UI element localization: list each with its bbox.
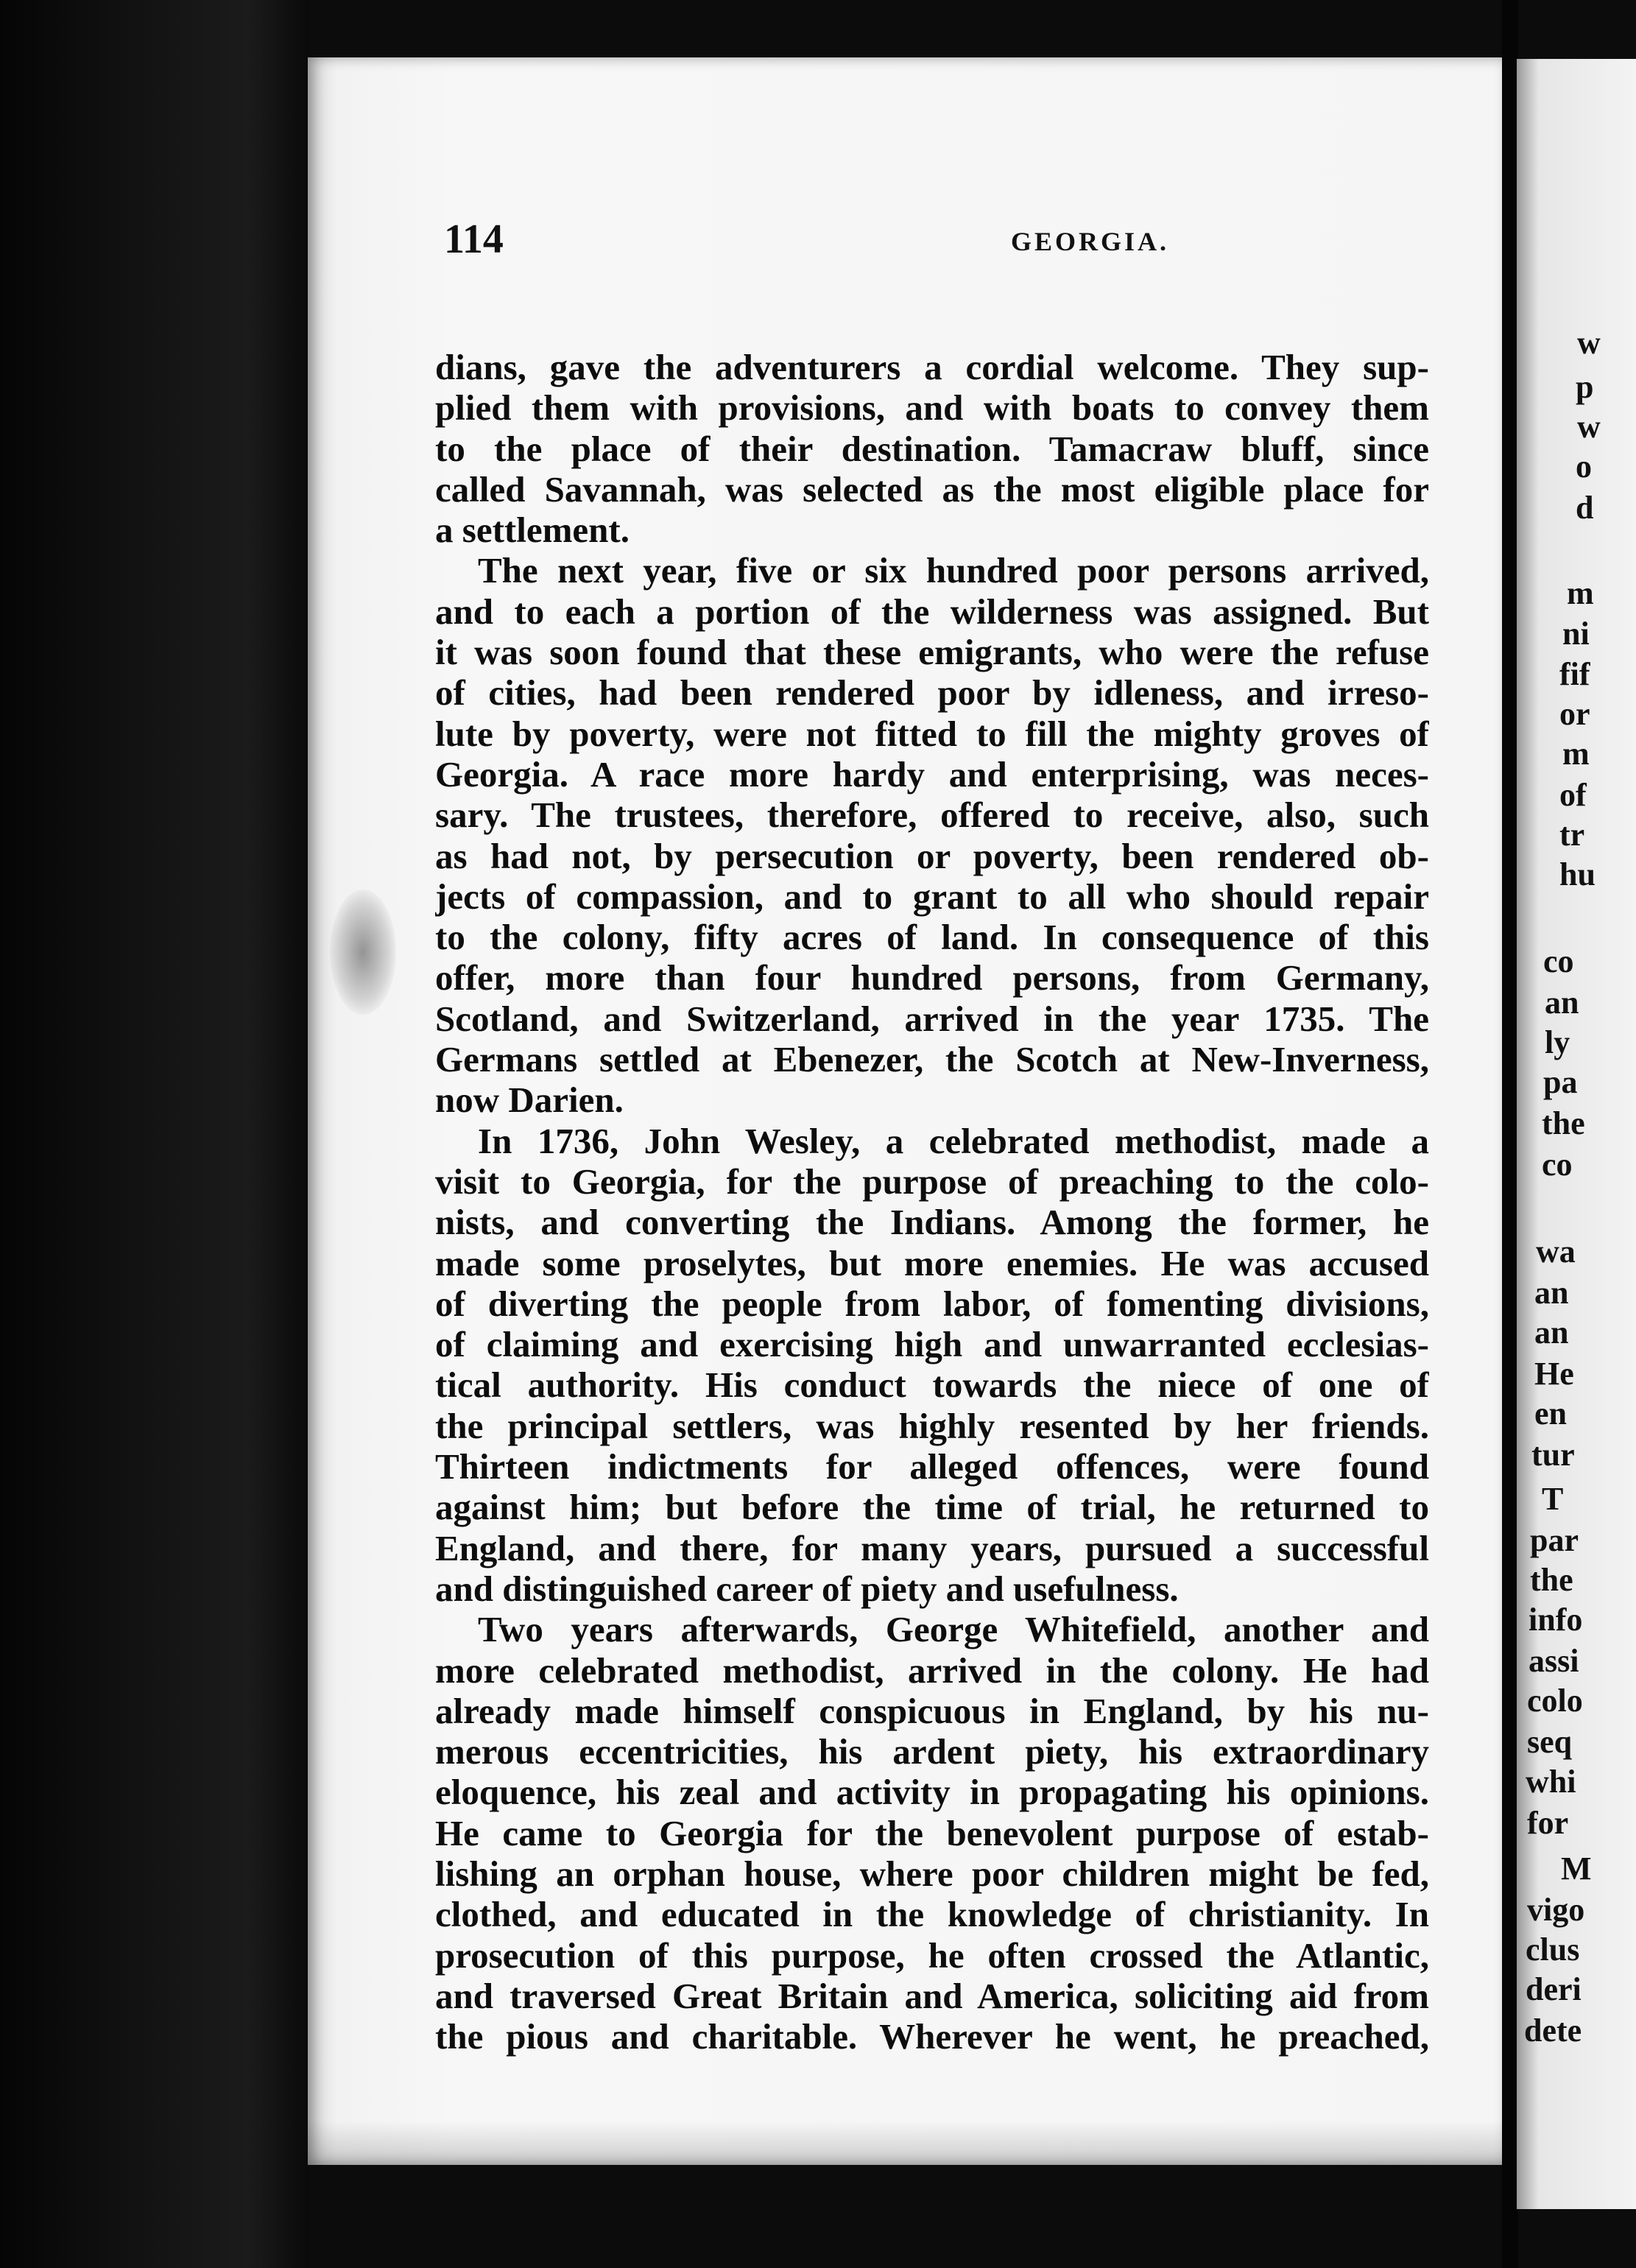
- facing-page: [1517, 59, 1636, 2209]
- text-line: and to each a portion of the wilderness was assigned. But: [435, 591, 1429, 632]
- facing-page-fragment: an: [1545, 985, 1579, 1021]
- page-edge-shadow: [308, 2121, 1502, 2165]
- text-line: as had not, by persecution or poverty, been rendered ob-: [435, 835, 1429, 876]
- facing-page-fragment: pa: [1543, 1064, 1578, 1100]
- facing-page-fragment: vigo: [1527, 1892, 1585, 1928]
- facing-page-fragment: M: [1561, 1850, 1592, 1887]
- facing-page-fragment: p: [1576, 369, 1594, 405]
- text-line: Scotland, and Switzerland, arrived in the year 1735. The: [435, 998, 1429, 1039]
- facing-page-fragment: co: [1543, 943, 1574, 979]
- text-line: Two years afterwards, George Whitefield, another and: [478, 1609, 1429, 1650]
- text-line: against him; but before the time of trial, he returned to: [435, 1487, 1429, 1528]
- text-line: offer, more than four hundred persons, from Germany,: [435, 957, 1429, 999]
- text-line: The next year, five or six hundred poor persons arrived,: [478, 550, 1429, 591]
- facing-page-fragment: en: [1534, 1395, 1567, 1431]
- text-line: In 1736, John Wesley, a celebrated methodist, made a: [478, 1120, 1429, 1161]
- facing-page-fragment: w: [1577, 409, 1601, 445]
- page-number: 114: [444, 216, 504, 262]
- facing-page-fragment: of: [1559, 777, 1587, 813]
- binding-shadow: [0, 0, 309, 2268]
- text-line: plied them with provisions, and with boats to convey them: [435, 387, 1429, 429]
- text-line: nists, and converting the Indians. Among the former, he: [435, 1202, 1429, 1243]
- page-stain: [330, 890, 396, 1015]
- facing-page-fragment: He: [1534, 1356, 1574, 1392]
- facing-page-fragment: seq: [1527, 1724, 1573, 1760]
- text-line: to the place of their destination. Tamacraw bluff, since: [435, 428, 1429, 469]
- text-line: dians, gave the adventurers a cordial welcome. They sup-: [435, 347, 1429, 387]
- facing-page-fragment: co: [1542, 1147, 1573, 1183]
- text-line: visit to Georgia, for the purpose of preaching to the colo-: [435, 1161, 1429, 1202]
- text-line: clothed, and educated in the knowledge of christianity. In: [435, 1894, 1429, 1935]
- text-line: jects of compassion, and to grant to all who should repair: [435, 876, 1429, 917]
- text-line: made some proselytes, but more enemies. He was accused: [435, 1242, 1429, 1283]
- facing-page-fragment: fif: [1559, 656, 1590, 692]
- facing-page-fragment: tr: [1559, 817, 1585, 853]
- facing-page-fragment: tur: [1531, 1437, 1575, 1473]
- text-line: of claiming and exercising high and unwarranted ecclesias-: [435, 1324, 1429, 1365]
- text-line: lute by poverty, were not fitted to fill the mighty groves of: [435, 713, 1429, 754]
- facing-page-fragment: the: [1530, 1562, 1573, 1598]
- text-line: more celebrated methodist, arrived in the colony. He had: [435, 1649, 1429, 1691]
- text-line: merous eccentricities, his ardent piety, his extraordinary: [435, 1731, 1429, 1772]
- facing-page-fragment: wa: [1536, 1233, 1576, 1269]
- facing-page-fragment: assi: [1529, 1643, 1579, 1679]
- text-line: and distinguished career of piety and usefulness.: [435, 1568, 1179, 1609]
- text-line: to the colony, fifty acres of land. In consequence of this: [435, 917, 1429, 958]
- body-text: [435, 347, 1429, 2057]
- text-line: and traversed Great Britain and America, soliciting aid from: [435, 1975, 1429, 2016]
- facing-page-fragment: d: [1576, 490, 1594, 526]
- text-line: lishing an orphan house, where poor children might be fed,: [435, 1853, 1429, 1894]
- facing-page-fragment: par: [1530, 1522, 1579, 1558]
- facing-page-fragment: whi: [1526, 1764, 1576, 1800]
- text-line: it was soon found that these emigrants, who were the refuse: [435, 632, 1429, 673]
- text-line: Germans settled at Ebenezer, the Scotch at New-Inverness,: [435, 1039, 1429, 1080]
- facing-page-fragment: o: [1576, 448, 1592, 485]
- facing-page-fragment: an: [1534, 1275, 1569, 1311]
- text-line: called Savannah, was selected as the most eligible place for: [435, 468, 1429, 510]
- text-line: Thirteen indictments for alleged offences, were found: [435, 1446, 1429, 1487]
- text-line: now Darien.: [435, 1080, 624, 1121]
- facing-page-fragment: m: [1567, 575, 1594, 611]
- text-line: of diverting the people from labor, of fomenting divisions,: [435, 1283, 1429, 1324]
- facing-page-fragment: info: [1529, 1602, 1583, 1638]
- gutter: [1502, 0, 1518, 2268]
- book-page: [308, 57, 1502, 2165]
- text-line: eloquence, his zeal and activity in propagating his opinions.: [435, 1772, 1429, 1813]
- facing-page-fragment: clus: [1526, 1931, 1580, 1968]
- page-header: [444, 216, 1489, 282]
- text-line: England, and there, for many years, pursued a successful: [435, 1527, 1429, 1568]
- text-line: tical authority. His conduct towards the niece of one of: [435, 1364, 1429, 1406]
- text-line: already made himself conspicuous in England, by his nu-: [435, 1690, 1429, 1731]
- text-line: Georgia. A race more hardy and enterprising, was neces-: [435, 753, 1429, 795]
- text-line: sary. The trustees, therefore, offered to receive, also, such: [435, 795, 1429, 836]
- text-line: the principal settlers, was highly resented by her friends.: [435, 1405, 1429, 1446]
- facing-page-fragment: for: [1527, 1805, 1569, 1841]
- text-line: He came to Georgia for the benevolent purpose of estab-: [435, 1812, 1429, 1853]
- text-line: a settlement.: [435, 510, 630, 551]
- running-head: GEORGIA.: [1011, 227, 1170, 256]
- facing-page-fragment: deri: [1526, 1971, 1582, 2007]
- facing-page-fragment: hu: [1559, 856, 1596, 892]
- facing-page-fragment: m: [1562, 736, 1590, 772]
- facing-page-fragment: w: [1577, 325, 1601, 361]
- facing-page-fragment: colo: [1527, 1683, 1583, 1719]
- text-line: prosecution of this purpose, he often crossed the Atlantic,: [435, 1934, 1429, 1976]
- text-line: the pious and charitable. Wherever he went, he preached,: [435, 2016, 1429, 2057]
- facing-page-fragment: or: [1559, 696, 1590, 732]
- facing-page-fragment: ly: [1545, 1024, 1570, 1060]
- facing-page-fragment: dete: [1524, 2012, 1582, 2049]
- facing-page-fragment: ni: [1562, 616, 1590, 652]
- facing-page-fragment: an: [1534, 1314, 1569, 1350]
- facing-page-fragment: T: [1542, 1481, 1564, 1517]
- facing-page-fragment: the: [1542, 1105, 1585, 1141]
- text-line: of cities, had been rendered poor by idleness, and irreso-: [435, 672, 1429, 714]
